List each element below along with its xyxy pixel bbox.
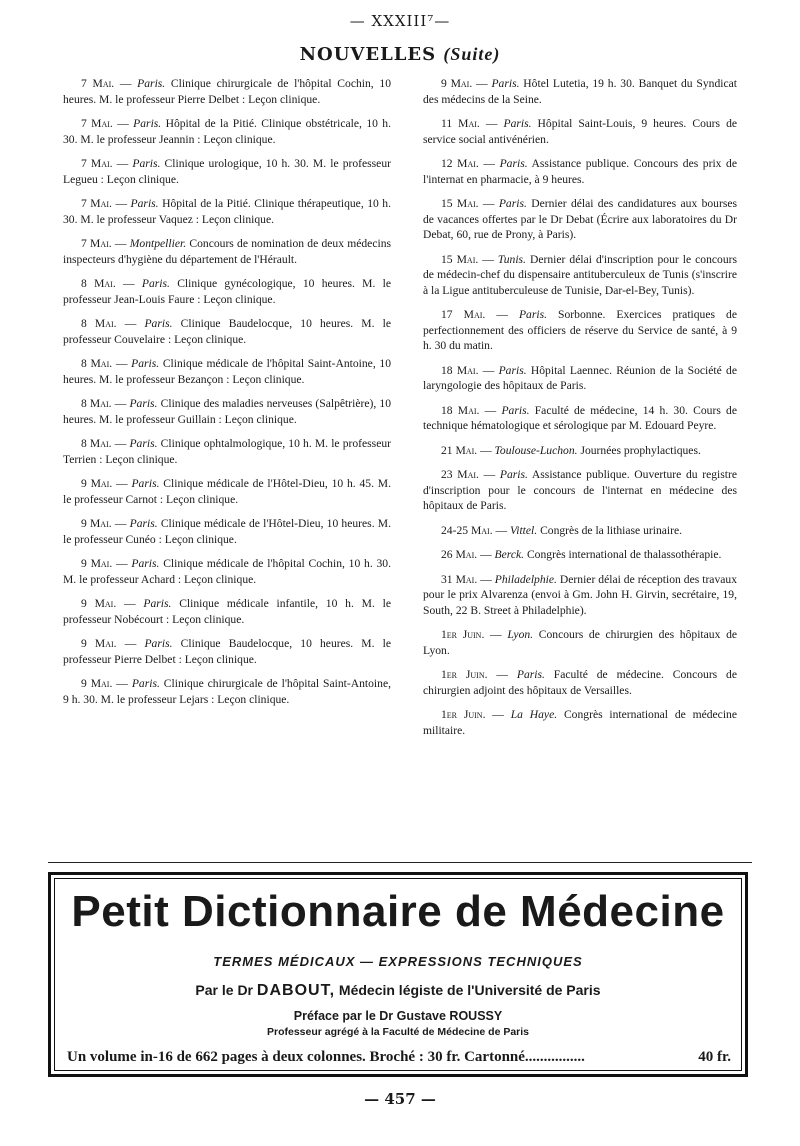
- entry-place: Paris.: [498, 197, 527, 210]
- section-title-suite: (Suite): [443, 44, 501, 64]
- entry-place: Vittel.: [510, 523, 538, 537]
- news-entry: 18 Mai. — Paris. Hôpital Laennec. Réunion de la Société de laryngologie des hôpitaux de Paris.: [423, 363, 737, 392]
- news-entry: 9 Mai. — Paris. Clinique Baudelocque, 10 heures. M. le professeur Pierre Delbet : Leçon clinique.: [63, 637, 391, 666]
- entry-date: 8 Mai.: [81, 317, 117, 330]
- entry-text: Concours de chirurgien des hôpitaux de Lyon.: [423, 628, 738, 657]
- entry-place: Paris.: [503, 117, 532, 130]
- news-entry: 11 Mai. — Paris. Hôpital Saint-Louis, 9 heures. Cours de service social antivénérien.: [423, 117, 738, 146]
- entry-date: 7 Mai.: [81, 117, 113, 130]
- news-entry: 7 Mai. — Paris. Hôpital de la Pitié. Clinique thérapeutique, 10 h. 30. M. le professeur Vaquez : Leçon clinique.: [63, 197, 391, 226]
- ad-professor: Professeur agrégé à la Faculté de Médecine de Paris: [266, 1026, 530, 1038]
- entry-place: Berck.: [494, 548, 525, 561]
- page-number-roman: — XXXIII⁷—: [349, 12, 451, 30]
- entry-text: Assistance publique. Ouverture du registre d'inscription pour le concours de l'internat en médecine des hôpitaux de Paris.: [423, 468, 737, 512]
- entry-date: 18 Mai.: [441, 363, 479, 377]
- news-entry: 8 Mai. — Paris. Clinique ophtalmologique, 10 h. M. le professeur Terrien : Leçon clinique.: [63, 437, 391, 466]
- entry-date: 12 Mai.: [441, 157, 479, 170]
- entry-place: Tunis.: [497, 252, 526, 266]
- entry-place: Paris.: [501, 403, 530, 417]
- news-entry: 15 Mai. — Paris. Dernier délai des candidatures aux bourses de vacances offertes par le Dr Debat (Écrire aux laboratoires du Dr Debat, 60, rue de Prony, à Paris).: [423, 197, 737, 241]
- entry-place: Philadelphie.: [494, 572, 557, 586]
- news-entry: 8 Mai. — Paris. Clinique gynécologique, 10 heures. M. le professeur Jean-Louis Faure : Leçon clinique.: [63, 277, 391, 306]
- entry-date: 26 Mai.: [441, 548, 478, 561]
- entry-place: Paris.: [133, 117, 162, 130]
- entry-text: Faculté de médecine, 14 h. 30. Cours de technique hématologique et sérologique par M. Edouard Peyre.: [423, 403, 737, 432]
- entry-text: Clinique médicale de l'hôpital Cochin, 10 h. 30. M. le professeur Achard : Leçon clinique.: [63, 557, 391, 586]
- ad-author-prefix: Par le Dr: [195, 982, 254, 998]
- page-number: — 457 —: [364, 1090, 436, 1108]
- entry-place: Paris.: [516, 668, 545, 681]
- entry-text: Clinique urologique, 10 h. 30. M. le professeur Legueu : Leçon clinique.: [63, 157, 391, 186]
- entry-place: Paris.: [130, 197, 159, 210]
- news-entry: 9 Mai. — Paris. Clinique chirurgicale de l'hôpital Saint-Antoine, 9 h. 30. M. le professeur Lejars : Leçon clinique.: [63, 677, 391, 706]
- entry-date: 8 Mai.: [81, 357, 113, 370]
- news-entry: 1er Juin. — Lyon. Concours de chirurgien des hôpitaux de Lyon.: [423, 628, 738, 657]
- entry-place: Paris.: [129, 517, 158, 530]
- entry-text: Clinique chirurgicale de l'hôpital Saint-Antoine, 9 h. 30. M. le professeur Lejars : Leçon clinique.: [63, 677, 391, 706]
- entry-text: Sorbonne. Exercices pratiques de perfectionnement des officiers de réserve du Service de santé, à 9 h. 30 du matin.: [423, 308, 737, 352]
- entry-place: Paris.: [499, 468, 528, 481]
- entry-text: Hôpital Saint-Louis, 9 heures. Cours de service social antivénérien.: [423, 117, 738, 146]
- entry-date: 15 Mai.: [441, 252, 479, 266]
- section-title: [0, 44, 800, 65]
- entry-text: Congrès international de thalassothérapie.: [526, 548, 722, 561]
- entry-date: 17 Mai.: [441, 308, 486, 321]
- news-entry: 7 Mai. — Paris. Clinique urologique, 10 h. 30. M. le professeur Legueu : Leçon clinique.: [63, 157, 391, 186]
- entry-text: Clinique des maladies nerveuses (Salpêtrière), 10 heures. M. le professeur Guillain : Leçon clinique.: [63, 397, 391, 426]
- news-entry: 8 Mai. — Paris. Clinique Baudelocque, 10 heures. M. le professeur Couvelaire : Leçon clinique.: [63, 317, 391, 346]
- entry-place: Paris.: [131, 477, 160, 490]
- entry-date: 1er Juin.: [441, 628, 485, 641]
- divider: [48, 862, 752, 863]
- advertisement-box: [48, 872, 748, 1077]
- news-entry: 21 Mai. — Toulouse-Luchon. Journées prophylactiques.: [441, 443, 701, 457]
- news-entry: 7 Mai. — Montpellier. Concours de nomination de deux médecins inspecteurs d'hygiène du département de l'Hérault.: [63, 237, 392, 266]
- entry-date: 9 Mai.: [81, 597, 117, 610]
- entry-place: Paris.: [131, 357, 160, 370]
- entry-text: Hôpital Laennec. Réunion de la Société de laryngologie des hôpitaux de Paris.: [423, 363, 737, 392]
- entry-date: 9 Mai.: [81, 517, 112, 530]
- entry-date: 9 Mai.: [81, 677, 113, 690]
- entry-text: Clinique médicale de l'hôpital Saint-Antoine, 10 heures. M. le professeur Bezançon : Leçon clinique.: [63, 357, 391, 386]
- entry-date: 1er Juin.: [441, 668, 488, 681]
- ad-author-suffix: Médecin légiste de l'Université de Paris: [338, 982, 601, 998]
- news-entry: 1er Juin. — Paris. Faculté de médecine. Concours de chirurgien adjoint des hôpitaux de Versailles.: [423, 668, 737, 697]
- entry-place: Paris.: [137, 77, 166, 90]
- entry-date: 21 Mai.: [441, 443, 478, 457]
- section-title-main: NOUVELLES: [299, 44, 437, 65]
- news-entry: 1er Juin. — La Haye. Congrès international de médecine militaire.: [423, 708, 737, 737]
- entry-date: 7 Mai.: [81, 197, 112, 210]
- news-entry: 9 Mai. — Paris. Clinique médicale de l'Hôtel-Dieu, 10 h. 45. M. le professeur Carnot : Leçon clinique.: [63, 477, 391, 506]
- entry-place: Paris.: [144, 317, 173, 330]
- ad-author: [51, 982, 745, 1000]
- entry-date: 8 Mai.: [81, 277, 116, 290]
- ad-author-name: DABOUT,: [256, 982, 336, 999]
- news-entry: 9 Mai. — Paris. Clinique médicale de l'Hôtel-Dieu, 10 heures. M. le professeur Cunéo : Leçon clinique.: [63, 517, 391, 546]
- entry-date: 24-25 Mai.: [441, 523, 493, 537]
- entry-date: 31 Mai.: [441, 572, 478, 586]
- entry-place: Paris.: [499, 157, 528, 170]
- entry-place: Paris.: [129, 437, 158, 450]
- news-entry: 9 Mai. — Paris. Clinique médicale infantile, 10 h. M. le professeur Nobécourt : Leçon clinique.: [63, 597, 391, 626]
- entry-text: Clinique médicale infantile, 10 h. M. le professeur Nobécourt : Leçon clinique.: [63, 597, 391, 626]
- news-entry: 8 Mai. — Paris. Clinique des maladies nerveuses (Salpêtrière), 10 heures. M. le professeur Guillain : Leçon clinique.: [63, 397, 391, 426]
- news-entry: 18 Mai. — Paris. Faculté de médecine, 14 h. 30. Cours de technique hématologique et sérologique par M. Edouard Peyre.: [423, 403, 737, 432]
- ad-volume-text: Un volume in-16 de 662 pages à deux colonnes. Broché : 30 fr. Cartonné................: [67, 1049, 585, 1065]
- entry-date: 7 Mai.: [81, 157, 113, 170]
- entry-text: Hôtel Lutetia, 19 h. 30. Banquet du Syndicat des médecins de la Seine.: [423, 77, 737, 106]
- news-entry: 7 Mai. — Paris. Hôpital de la Pitié. Clinique obstétricale, 10 h. 30. M. le professeur Jeannin : Leçon clinique.: [63, 117, 391, 146]
- entry-place: Lyon.: [507, 628, 534, 641]
- entry-text: Clinique médicale de l'Hôtel-Dieu, 10 heures. M. le professeur Cunéo : Leçon clinique.: [63, 517, 391, 546]
- entry-date: 18 Mai.: [441, 403, 480, 417]
- left-column: [63, 76, 391, 716]
- news-entry: 23 Mai. — Paris. Assistance publique. Ouverture du registre d'inscription pour le concours de l'internat en médecine des hôpitaux de Paris.: [423, 468, 737, 512]
- entry-date: 23 Mai.: [441, 468, 479, 481]
- entry-text: Dernier délai des candidatures aux bourses de vacances offertes par le Dr Debat (Écrire aux laboratoires du Dr Debat, 60, rue de Prony, à Paris).: [423, 197, 737, 241]
- entry-text: Clinique Baudelocque, 10 heures. M. le professeur Couvelaire : Leçon clinique.: [63, 317, 391, 346]
- entry-date: 7 Mai.: [81, 237, 112, 250]
- entry-place: La Haye.: [510, 708, 558, 721]
- entry-text: Hôpital de la Pitié. Clinique obstétricale, 10 h. 30. M. le professeur Jeannin : Leçon clinique.: [63, 117, 391, 146]
- news-entry: 12 Mai. — Paris. Assistance publique. Concours des prix de l'internat en pharmacie, à 9 heures.: [423, 157, 737, 186]
- news-entry: 8 Mai. — Paris. Clinique médicale de l'hôpital Saint-Antoine, 10 heures. M. le professeur Bezançon : Leçon clinique.: [63, 357, 391, 386]
- entry-place: Paris.: [144, 637, 173, 650]
- news-entry: 7 Mai. — Paris. Clinique chirurgicale de l'hôpital Cochin, 10 heures. M. le professeur Pierre Delbet : Leçon clinique.: [63, 77, 391, 106]
- news-entry: 26 Mai. — Berck. Congrès international de thalassothérapie.: [441, 548, 722, 561]
- entry-text: Faculté de médecine. Concours de chirurgien adjoint des hôpitaux de Versailles.: [423, 668, 737, 697]
- entry-date: 8 Mai.: [81, 397, 112, 410]
- entry-place: Paris.: [141, 277, 170, 290]
- entry-text: Clinique gynécologique, 10 heures. M. le professeur Jean-Louis Faure : Leçon clinique.: [63, 277, 391, 306]
- entry-date: 9 Mai.: [81, 637, 117, 650]
- news-entry: 24-25 Mai. — Vittel. Congrès de la lithiase urinaire.: [441, 523, 683, 537]
- entry-place: Paris.: [131, 557, 160, 570]
- right-column: [423, 76, 737, 747]
- entry-date: 11 Mai.: [441, 117, 480, 130]
- news-entry: 31 Mai. — Philadelphie. Dernier délai de réception des travaux pour le prix Alvarenza (envoi à Gm. John H. Girvin, secrétaire, 19, South, 22 B. Street à Philadelphie).: [423, 572, 737, 617]
- entry-date: 1er Juin.: [441, 708, 486, 721]
- entry-date: 8 Mai.: [81, 437, 112, 450]
- ad-preface: Préface par le Dr Gustave ROUSSY: [293, 1009, 503, 1023]
- entry-place: Paris.: [143, 597, 172, 610]
- entry-place: Paris.: [131, 677, 160, 690]
- entry-text: Dernier délai d'inscription pour le concours de médecin-chef du dispensaire antituberculeux de Tunis (s'inscrire à la Ligue antituberculeuse de Tunisie, Dar-el-Bey, Tunis).: [423, 252, 737, 297]
- entry-place: Toulouse-Luchon.: [494, 443, 578, 457]
- news-entry: 9 Mai. — Paris. Hôtel Lutetia, 19 h. 30. Banquet du Syndicat des médecins de la Seine.: [423, 77, 737, 106]
- news-entry: 9 Mai. — Paris. Clinique médicale de l'hôpital Cochin, 10 h. 30. M. le professeur Achard : Leçon clinique.: [63, 557, 391, 586]
- entry-place: Paris.: [132, 157, 161, 170]
- entry-text: Clinique ophtalmologique, 10 h. M. le professeur Terrien : Leçon clinique.: [63, 437, 391, 466]
- ad-title: Petit Dictionnaire de Médecine: [71, 887, 725, 936]
- entry-date: 9 Mai.: [81, 557, 113, 570]
- entry-place: Paris.: [518, 308, 547, 321]
- entry-text: Clinique Baudelocque, 10 heures. M. le professeur Pierre Delbet : Leçon clinique.: [63, 637, 391, 666]
- entry-place: Paris.: [129, 397, 158, 410]
- news-entry: 17 Mai. — Paris. Sorbonne. Exercices pratiques de perfectionnement des officiers de réserve du Service de santé, à 9 h. 30 du matin.: [423, 308, 737, 352]
- entry-place: Montpellier.: [129, 237, 187, 250]
- ad-volume-line: [67, 1049, 731, 1066]
- entry-text: Congrès de la lithiase urinaire.: [540, 523, 683, 537]
- news-entry: 15 Mai. — Tunis. Dernier délai d'inscription pour le concours de médecin-chef du dispensaire antituberculeux de Tunis (s'inscrire à la Ligue antituberculeuse de Tunisie, Dar-el-Bey, Tunis).: [423, 252, 737, 297]
- entry-text: Dernier délai de réception des travaux pour le prix Alvarenza (envoi à Gm. John H. Girvin, secrétaire, 19, South, 22 B. Street à Philadelphie).: [423, 572, 737, 617]
- entry-text: Assistance publique. Concours des prix de l'internat en pharmacie, à 9 heures.: [423, 157, 737, 186]
- entry-text: Hôpital de la Pitié. Clinique thérapeutique, 10 h. 30. M. le professeur Vaquez : Leçon clinique.: [63, 197, 391, 226]
- ad-price: 40 fr.: [698, 1049, 731, 1065]
- entry-text: Clinique chirurgicale de l'hôpital Cochin, 10 heures. M. le professeur Pierre Delbet : Leçon clinique.: [63, 77, 391, 106]
- entry-place: Paris.: [491, 77, 520, 90]
- entry-text: Concours de nomination de deux médecins inspecteurs d'hygiène du département de l'Hérault.: [63, 237, 392, 266]
- entry-date: 9 Mai.: [81, 477, 113, 490]
- entry-text: Congrès international de médecine militaire.: [423, 708, 737, 737]
- entry-date: 9 Mai.: [441, 77, 473, 90]
- entry-date: 7 Mai.: [81, 77, 115, 90]
- entry-place: Paris.: [498, 363, 527, 377]
- entry-date: 15 Mai.: [441, 197, 479, 210]
- entry-text: Clinique médicale de l'Hôtel-Dieu, 10 h. 45. M. le professeur Carnot : Leçon clinique.: [63, 477, 391, 506]
- entry-text: Journées prophylactiques.: [580, 443, 701, 457]
- ad-subtitle: TERMES MÉDICAUX — EXPRESSIONS TECHNIQUES: [213, 954, 583, 969]
